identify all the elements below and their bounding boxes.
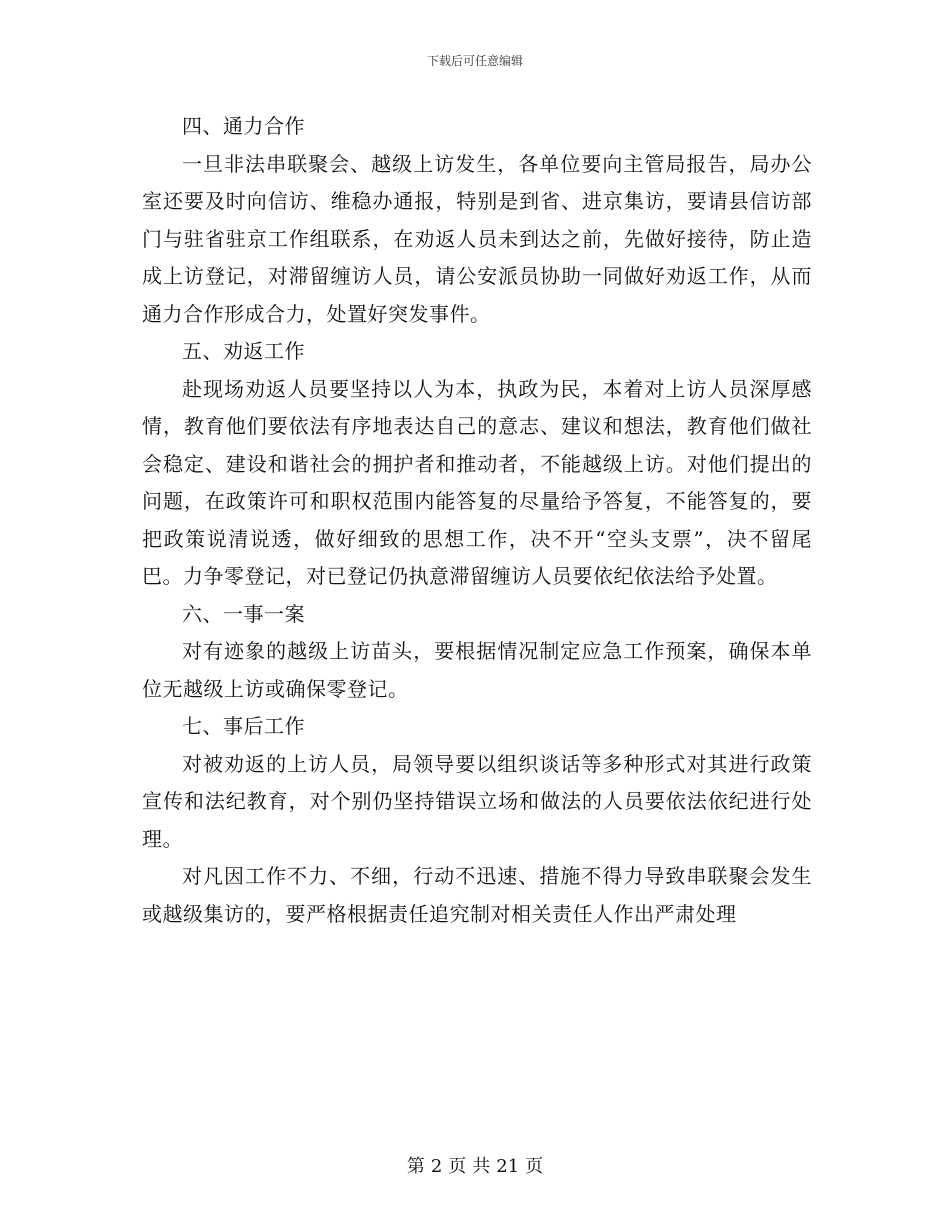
paragraph-one-case: 对有迹象的越级上访苗头，要根据情况制定应急工作预案，确保本单位无越级上访或确保零登记。 bbox=[142, 639, 812, 701]
page-header-note: 下载后可任意编辑 bbox=[426, 54, 523, 68]
paragraph-cooperation: 一旦非法串联聚会、越级上访发生，各单位要向主管局报告，局办公室还要及时向信访、维稳办通报，特别是到省、进京集访，要请县信访部门与驻省驻京工作组联系，在劝返人员未到达之前，先做好接待，防止造成上访登记，对滞留缠访人员，请公安派员协助一同做好劝返工作，从而通力合作形成合力，处置好突发事件。 bbox=[142, 151, 812, 326]
document-body bbox=[142, 108, 812, 933]
paragraph-accountability: 对凡因工作不力、不细，行动不迅速、措施不得力导致串联聚会发生或越级集访的，要严格根据责任追究制对相关责任人作出严肃处理 bbox=[142, 864, 812, 926]
page-label-prefix: 第 bbox=[406, 1156, 425, 1177]
page-number-footer bbox=[0, 1152, 950, 1178]
section-heading-persuasion: 五、劝返工作 bbox=[182, 339, 305, 363]
section-heading-followup: 七、事后工作 bbox=[182, 714, 305, 738]
page-label-total-prefix: 共 bbox=[472, 1156, 491, 1177]
paragraph-persuasion: 赴现场劝返人员要坚持以人为本，执政为民，本着对上访人员深厚感情，教育他们要依法有序地表达自己的意志、建议和想法，教育他们做社会稳定、建设和谐社会的拥护者和推动者，不能越级上访。对他们提出的问题，在政策许可和职权范围内能答复的尽量给予答复，不能答复的，要把政策说清说透，做好细致的思想工作，决不开“空头支票”，决不留尾巴。力争零登记，对已登记仍执意滞留缠访人员要依纪依法给予处置。 bbox=[142, 376, 812, 588]
paragraph-followup: 对被劝返的上访人员，局领导要以组织谈话等多种形式对其进行政策宣传和法纪教育，对个别仍坚持错误立场和做法的人员要依法依纪进行处理。 bbox=[142, 751, 812, 851]
page-label-mid: 页 bbox=[448, 1156, 467, 1177]
section-heading-cooperation: 四、通力合作 bbox=[182, 114, 305, 138]
section-heading-one-case: 六、一事一案 bbox=[182, 601, 305, 626]
total-pages-number: 21 bbox=[496, 1156, 520, 1177]
page-label-suffix: 页 bbox=[525, 1156, 544, 1177]
current-page-number: 2 bbox=[430, 1156, 443, 1177]
